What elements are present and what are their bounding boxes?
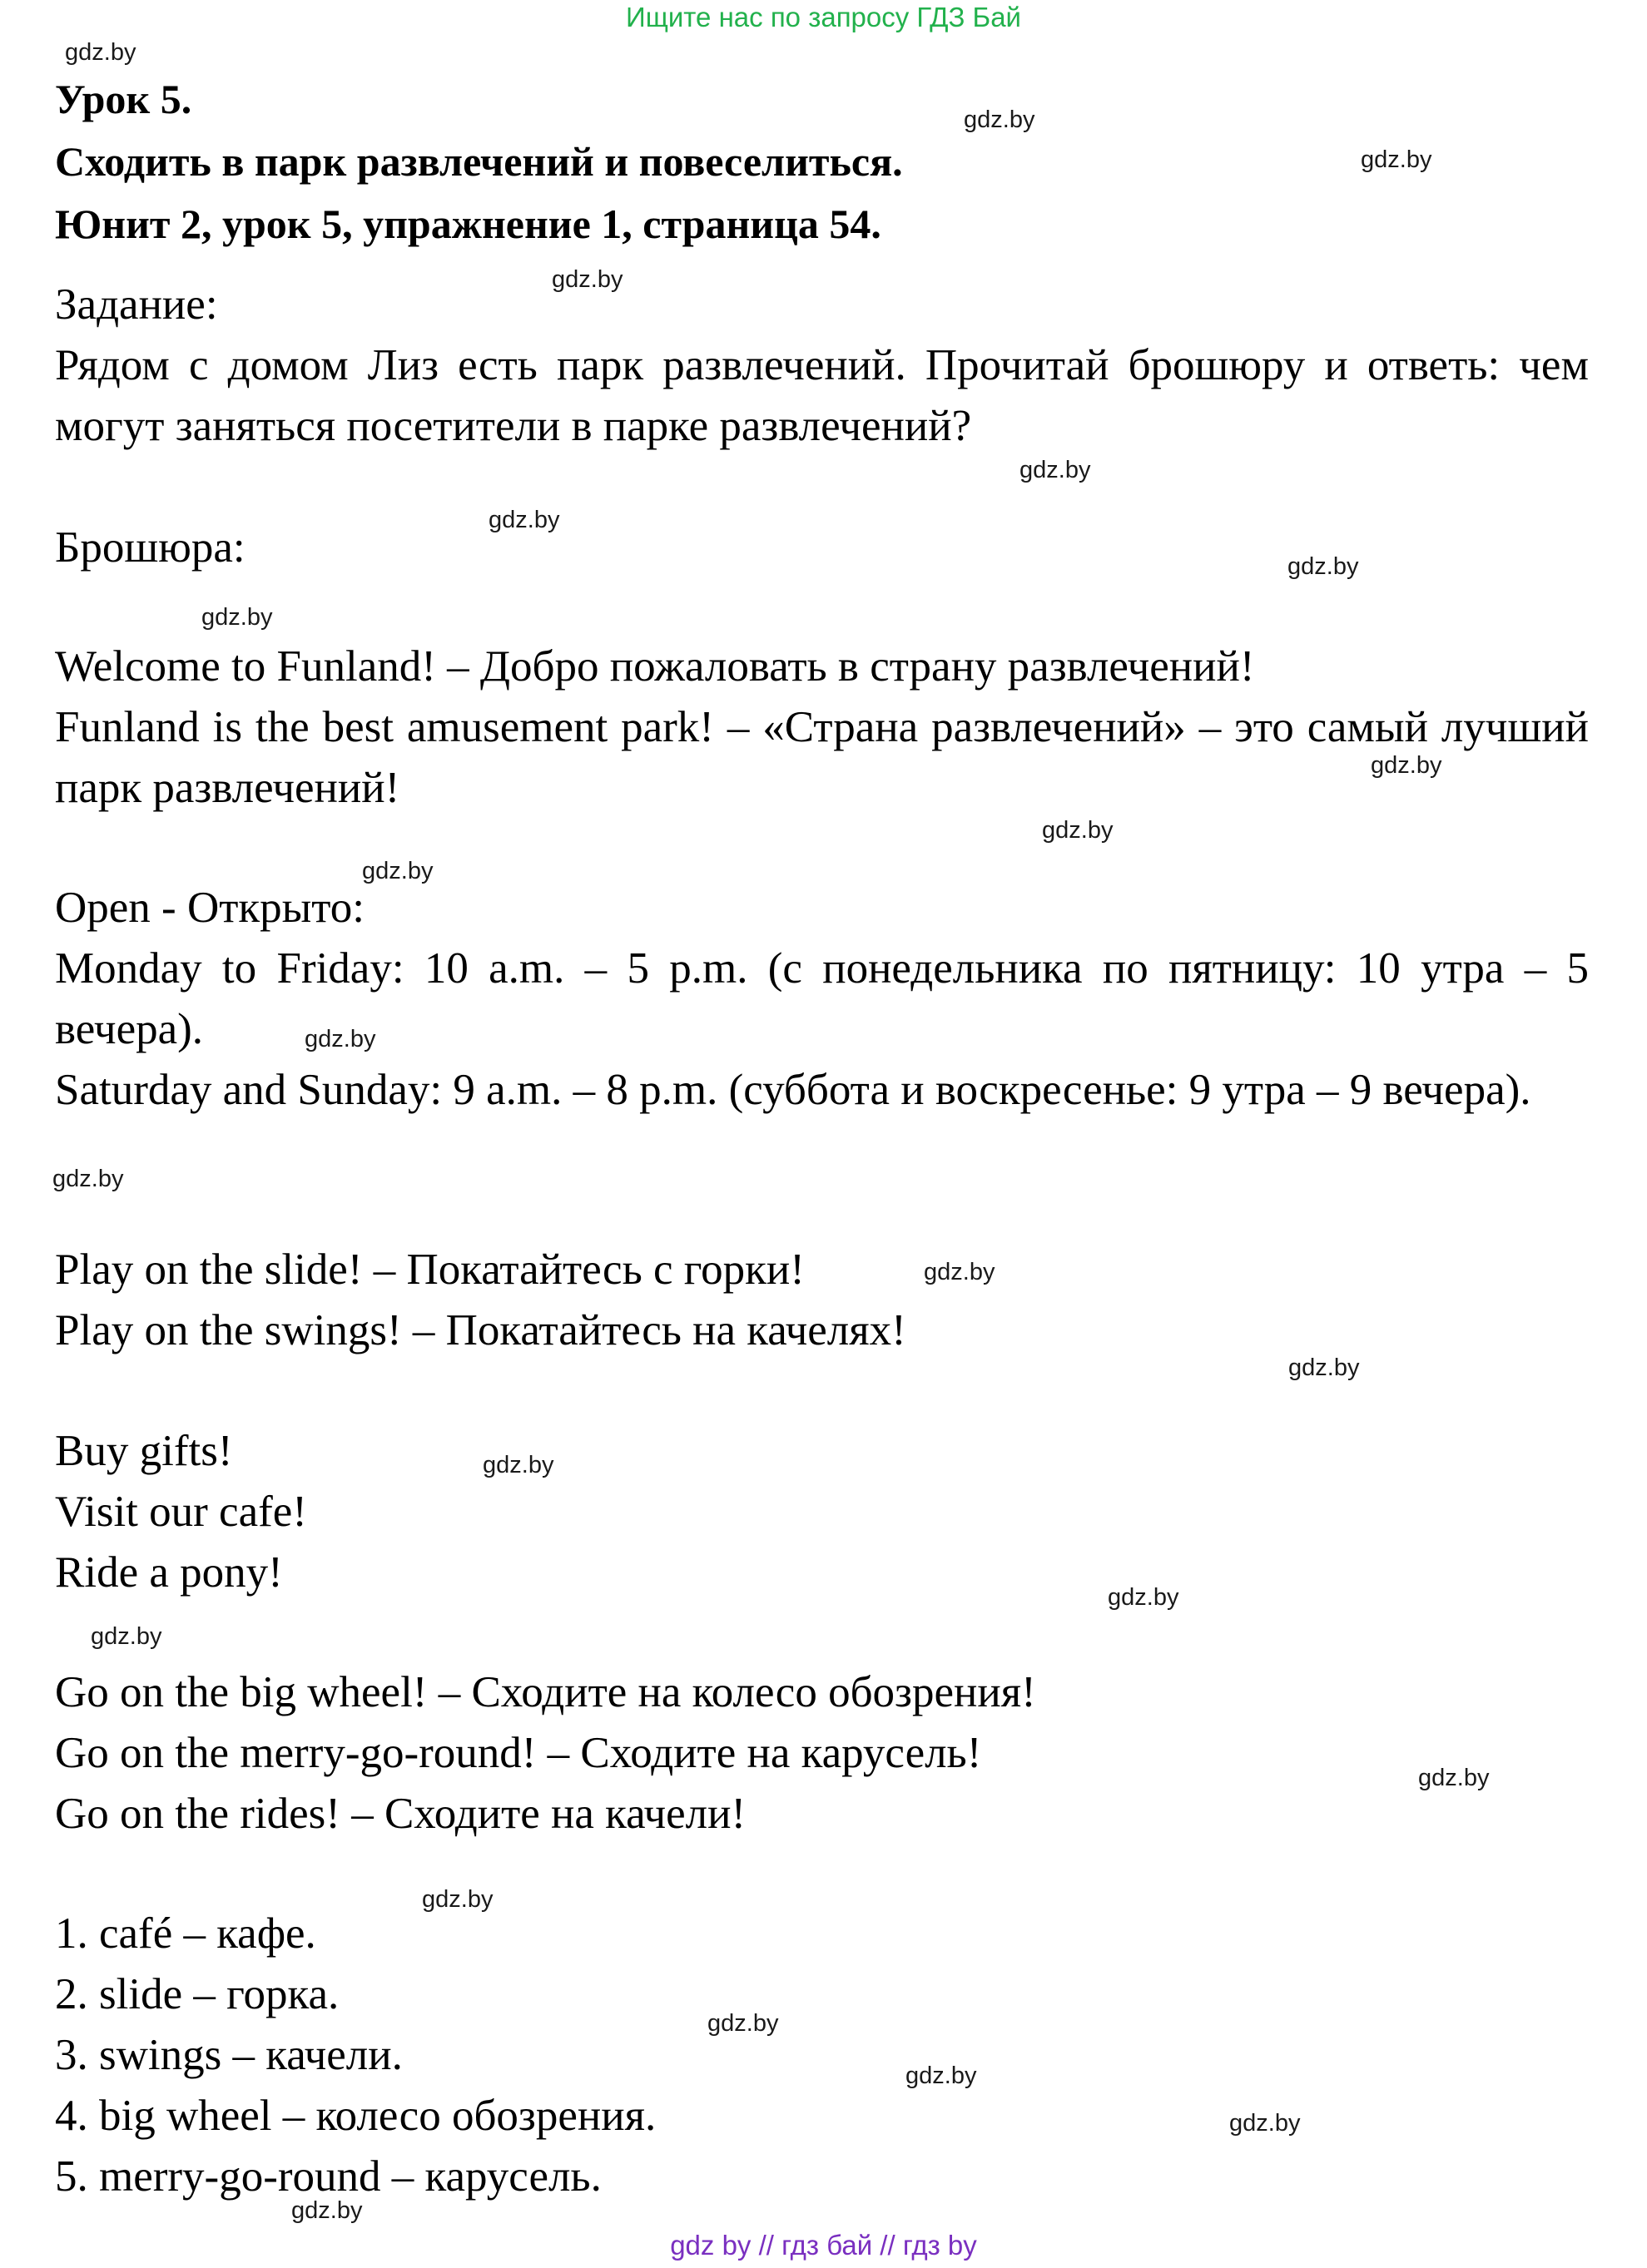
- watermark: gdz.by: [362, 858, 434, 884]
- watermark: gdz.by: [1108, 1584, 1179, 1611]
- vocab-item: 2. slide – горка.: [55, 1970, 340, 2018]
- task-section: [55, 275, 1589, 457]
- hours-line: Monday to Friday: 10 a.m. – 5 p.m. (с понедельника по пятницу: 10 утра – 5 вечера).: [55, 944, 1589, 1053]
- watermark: gdz.by: [201, 604, 273, 631]
- watermark: gdz.by: [489, 507, 560, 533]
- watermark: gdz.by: [52, 1166, 124, 1192]
- watermark: gdz.by: [1287, 553, 1359, 580]
- vocab-item: 3. swings – качели.: [55, 2031, 403, 2079]
- brochure-hours: [55, 878, 1589, 1121]
- play-line: Play on the swings! – Покатайтесь на качелях!: [55, 1306, 906, 1354]
- vocab-list: [55, 1904, 1589, 2207]
- brochure-label: Брошюра:: [55, 523, 246, 572]
- task-text: Рядом с домом Лиз есть парк развлечений. Прочитай брошюру и ответь: чем могут заняться посетители в парке развлечений?: [55, 341, 1589, 450]
- watermark: gdz.by: [291, 2197, 363, 2224]
- extra-line: Visit our cafe!: [55, 1488, 307, 1536]
- task-label: Задание:: [55, 280, 218, 329]
- brochure-play: [55, 1240, 1589, 1361]
- watermark: gdz.by: [1371, 752, 1442, 779]
- watermark: gdz.by: [1229, 2110, 1301, 2137]
- watermark: gdz.by: [91, 1623, 162, 1650]
- lesson-number: Урок 5.: [55, 76, 192, 122]
- vocab-item: 4. big wheel – колесо обозрения.: [55, 2092, 657, 2140]
- watermark: gdz.by: [905, 2062, 977, 2089]
- top-banner: Ищите нас по запросу ГДЗ Бай: [626, 2, 1021, 32]
- exercise-reference: Юнит 2, урок 5, упражнение 1, страница 54.: [55, 201, 881, 247]
- watermark: gdz.by: [1361, 146, 1432, 173]
- ride-line: Go on the merry-go-round! – Сходите на карусель!: [55, 1729, 982, 1777]
- hours-line: Open - Открыто:: [55, 884, 365, 932]
- extra-line: Ride a pony!: [55, 1548, 283, 1597]
- watermark: gdz.by: [1019, 457, 1091, 483]
- hours-line: Saturday and Sunday: 9 a.m. – 8 p.m. (суббота и воскресенье: 9 утра – 9 вечера).: [55, 1066, 1531, 1114]
- watermark: gdz.by: [1288, 1354, 1360, 1381]
- vocab-item: 5. merry-go-round – карусель.: [55, 2152, 602, 2201]
- welcome-line: Welcome to Funland! – Добро пожаловать в страну развлечений!: [55, 642, 1255, 691]
- brochure-extras: [55, 1421, 1589, 1603]
- play-line: Play on the slide! – Покатайтесь с горки!: [55, 1245, 805, 1294]
- brochure-welcome: [55, 636, 1589, 819]
- brochure-rides: [55, 1662, 1589, 1845]
- watermark: gdz.by: [552, 266, 623, 293]
- watermark: gdz.by: [422, 1886, 494, 1913]
- lesson-header: [55, 68, 1589, 255]
- watermark: gdz.by: [1042, 817, 1114, 844]
- lesson-title: Сходить в парк развлечений и повеселиться.: [55, 138, 903, 185]
- welcome-line: Funland is the best amusement park! – «Страна развлечений» – это самый лучший парк развлечений!: [55, 703, 1589, 812]
- brochure-label-block: [55, 517, 1589, 578]
- watermark: gdz.by: [964, 106, 1035, 133]
- footer-links: gdz by // гдз бай // гдз by: [670, 2230, 977, 2261]
- ride-line: Go on the big wheel! – Сходите на колесо обозрения!: [55, 1668, 1036, 1716]
- watermark: gdz.by: [65, 39, 136, 66]
- watermark: gdz.by: [305, 1026, 376, 1052]
- extra-line: Buy gifts!: [55, 1427, 233, 1475]
- watermark: gdz.by: [483, 1452, 554, 1478]
- watermark: gdz.by: [924, 1259, 995, 1285]
- ride-line: Go on the rides! – Сходите на качели!: [55, 1790, 747, 1838]
- vocab-item: 1. café – кафе.: [55, 1909, 316, 1958]
- watermark: gdz.by: [707, 2010, 779, 2037]
- watermark: gdz.by: [1418, 1765, 1490, 1791]
